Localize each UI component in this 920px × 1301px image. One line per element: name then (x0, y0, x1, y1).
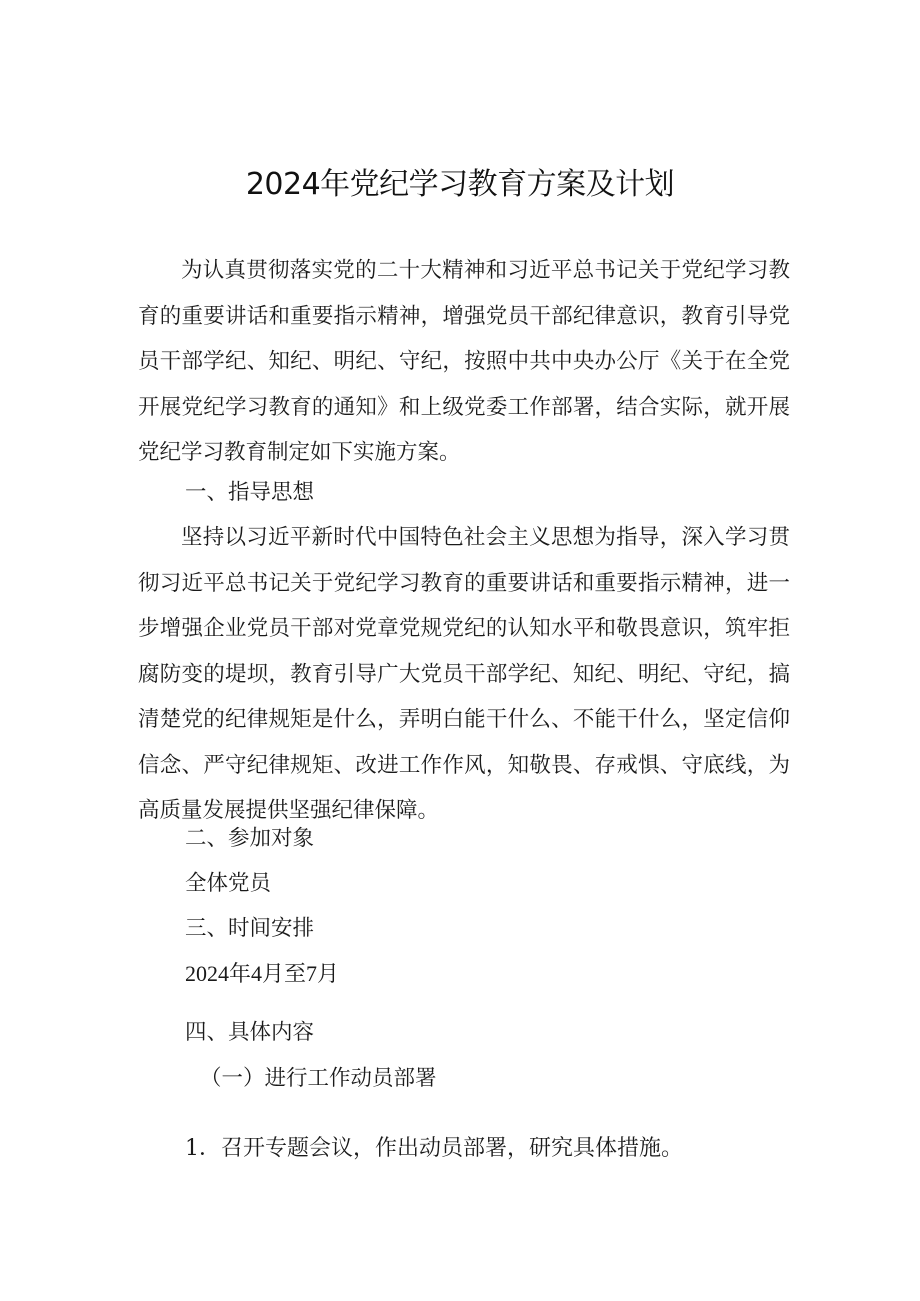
section-heading-participants: 二、参加对象 (185, 826, 315, 851)
schedule-text: 2024年4月至7月 (185, 961, 340, 986)
guiding-ideology-paragraph: 坚持以习近平新时代中国特色社会主义思想为指导，深入学习贯彻习近平总书记关于党纪学习教育的重要讲话和重要指示精神，进一步增强企业党员干部对党章党规党纪的认知水平和敬畏意识，筑牢拒腐防变的堤坝，教育引导广大党员干部学纪、知纪、明纪、守纪，搞清楚党的纪律规矩是什么，弄明白能干什么、不能干什么，坚定信仰信念、严守纪律规矩、改进工作作风，知敬畏、存戒惧、守底线，为高质量发展提供坚强纪律保障。 (138, 525, 790, 823)
section-heading-content: 四、具体内容 (185, 1020, 315, 1045)
section-heading-guiding-ideology: 一、指导思想 (185, 480, 315, 505)
section-heading-schedule: 三、时间安排 (185, 916, 315, 941)
subsection-heading-mobilization: （一）进行工作动员部署 (200, 1066, 437, 1091)
document-title: 2024年党纪学习教育方案及计划 (245, 167, 675, 202)
intro-paragraph: 为认真贯彻落实党的二十大精神和习近平总书记关于党纪学习教育的重要讲话和重要指示精神，增强党员干部纪律意识，教育引导党员干部学纪、知纪、明纪、守纪，按照中共中央办公厅《关于在全党开展党纪学习教育的通知》和上级党委工作部署，结合实际，就开展党纪学习教育制定如下实施方案。 (138, 258, 790, 465)
participants-text: 全体党员 (185, 871, 272, 896)
list-item-1: 1．召开专题会议，作出动员部署，研究具体措施。 (185, 1136, 683, 1161)
